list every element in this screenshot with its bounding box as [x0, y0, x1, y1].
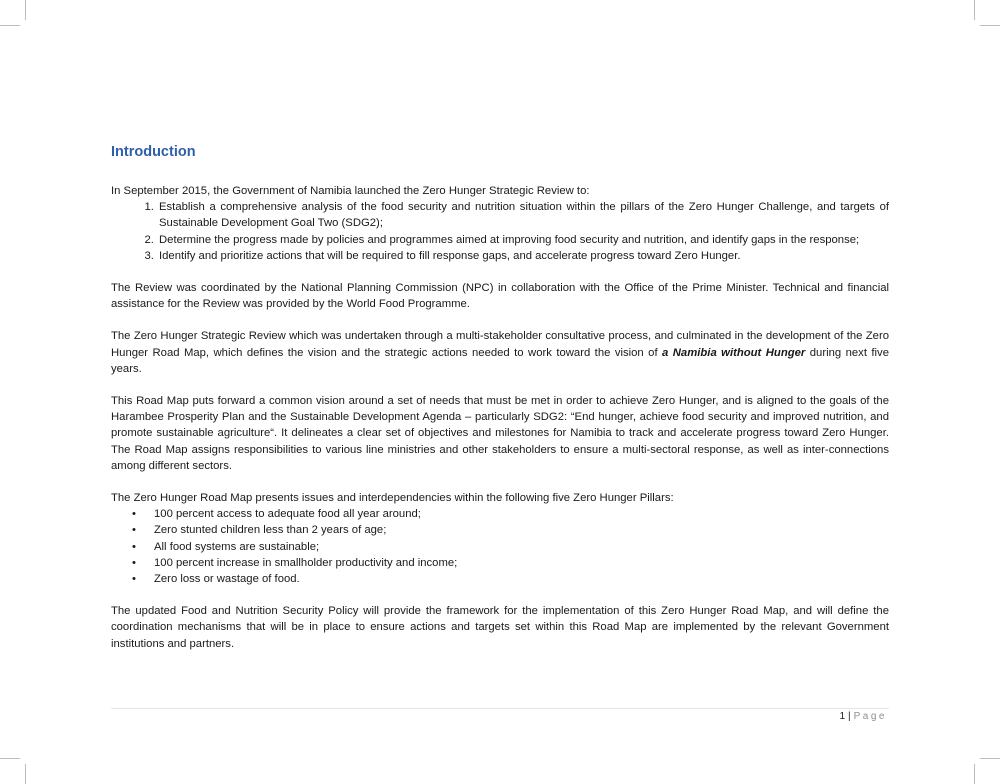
page-number-separator: |: [848, 711, 851, 722]
list-item: 2. Determine the progress made by policies and programmes aimed at improving food security and nutrition, and identify gaps in the response;: [157, 232, 889, 248]
list-item: • Zero stunted children less than 2 years of age;: [154, 522, 889, 538]
pillars-intro: The Zero Hunger Road Map presents issues and interdependencies within the following five Zero Hunger Pillars:: [111, 492, 674, 505]
page-label: Page: [853, 711, 887, 722]
crop-mark: [980, 758, 1000, 759]
pillars-list: [111, 506, 889, 587]
list-item: • 100 percent increase in smallholder productivity and income;: [154, 555, 889, 571]
vision-emphasis: a Namibia without Hunger: [662, 346, 806, 359]
review-text-end: during next five years.: [111, 346, 889, 375]
list-item: 1. Establish a comprehensive analysis of the food security and nutrition situation within the pillars of the Zero Hunger Challenge, and targets of Sustainable Development Goal Two (SDG2);: [157, 199, 889, 231]
policy-paragraph: The updated Food and Nutrition Security Policy will provide the framework for the implementation of this Zero Hunger Road Map, and will define the coordination mechanisms that will be in place to ensure actions and targets set within this Road Map are implemented by the relevant Government institutions and partners.: [111, 605, 889, 650]
coordination-paragraph: The Review was coordinated by the National Planning Commission (NPC) in collaboration with the Office of the Prime Minister. Technical and financial assistance for the Review was provided by the World Food Programme.: [111, 282, 889, 311]
page-number: [839, 710, 887, 724]
crop-mark: [25, 764, 26, 784]
list-item: • 100 percent access to adequate food all year around;: [154, 506, 889, 522]
list-item: 3. Identify and prioritize actions that will be required to fill response gaps, and accelerate progress toward Zero Hunger.: [157, 248, 889, 264]
roadmap-paragraph: This Road Map puts forward a common vision around a set of needs that must be met in order to achieve Zero Hunger, and is aligned to the goals of the Harambee Prosperity Plan and the Sustainable Development Agenda – particularly SDG2: “End hunger, achieve food security and improved nutrition, and promote sustainable agriculture“. It delineates a clear set of objectives and milestones for Namibia to track and accelerate progress toward Zero Hunger. The Road Map assigns responsibilities to various line ministries and other stakeholders to ensure a multi-sectoral response, as well as inter-connections among different sectors.: [111, 395, 889, 472]
crop-mark: [0, 758, 20, 759]
crop-mark: [974, 764, 975, 784]
crop-mark: [980, 25, 1000, 26]
list-item: • Zero loss or wastage of food.: [154, 571, 889, 587]
section-heading: Introduction: [111, 144, 196, 160]
crop-mark: [974, 0, 975, 20]
objectives-list: [111, 199, 889, 264]
footer-divider: [111, 708, 889, 709]
page-number-value: 1: [839, 711, 846, 722]
document-page: [111, 142, 889, 652]
list-item: • All food systems are sustainable;: [154, 539, 889, 555]
crop-mark: [0, 25, 20, 26]
intro-paragraph: In September 2015, the Government of Namibia launched the Zero Hunger Strategic Review to:: [111, 185, 590, 197]
review-text-start: The Zero Hunger Strategic Review which was undertaken through a multi-stakeholder consultative process, and culminated in the development of the Zero Hunger Road Map, which defines the vision and the strategic actions needed to work toward the vision of: [111, 330, 889, 359]
review-paragraph: [111, 328, 889, 377]
crop-mark: [25, 0, 26, 20]
